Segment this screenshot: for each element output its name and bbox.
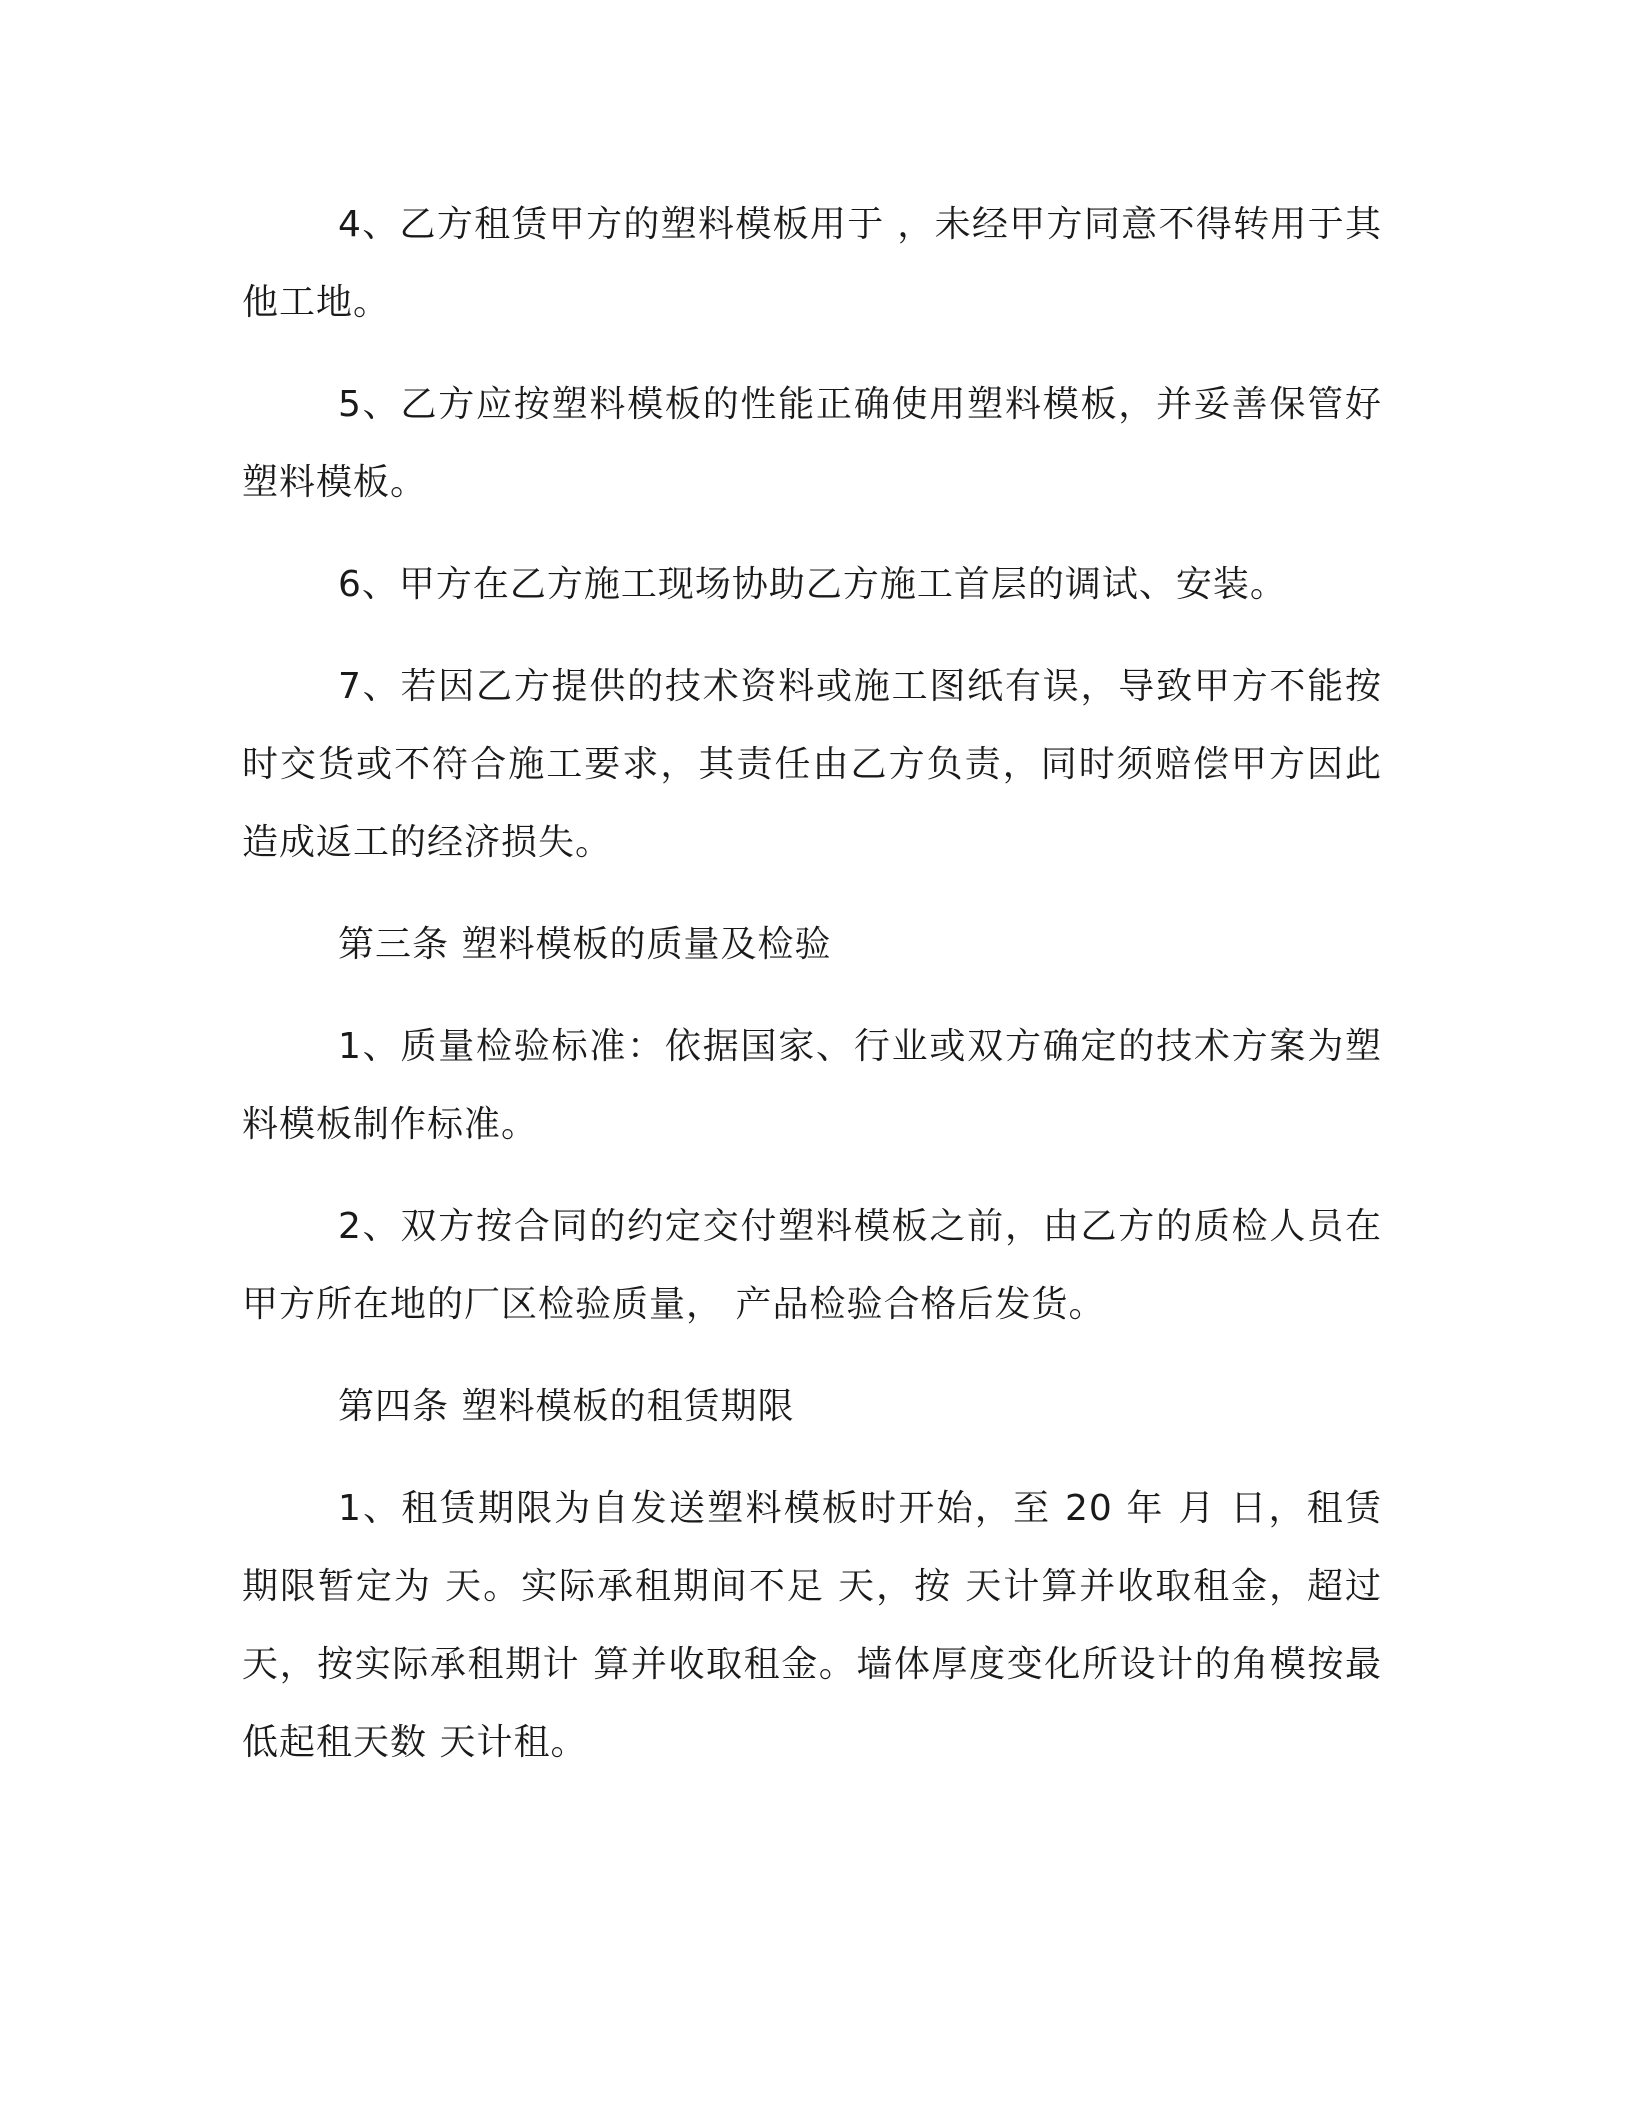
- clause-paragraph: 5、乙方应按塑料模板的性能正确使用塑料模板，并妥善保管好塑料模板。: [242, 384, 1382, 503]
- article-heading: 第四条 塑料模板的租赁期限: [338, 1386, 795, 1427]
- article-heading: 第三条 塑料模板的质量及检验: [338, 924, 832, 965]
- clause-paragraph: 4、乙方租赁甲方的塑料模板用于 ，未经甲方同意不得转用于其他工地。: [242, 204, 1382, 323]
- clause-paragraph: 1、租赁期限为自发送塑料模板时开始，至 20 年 月 日，租赁期限暂定为 天。实际承租期间不足 天，按 天计算并收取租金，超过 天，按实际承租期计 算并收取租金。墙体厚度变化所设计的角模按最低起租天数 天计租。: [242, 1488, 1382, 1763]
- clause-paragraph: 7、若因乙方提供的技术资料或施工图纸有误，导致甲方不能按时交货或不符合施工要求，其责任由乙方负责，同时须赔偿甲方因此造成返工的经济损失。: [242, 666, 1382, 863]
- clause-paragraph: 6、甲方在乙方施工现场协助乙方施工首层的调试、安装。: [338, 564, 1287, 605]
- clause-paragraph: 2、双方按合同的约定交付塑料模板之前，由乙方的质检人员在甲方所在地的厂区检验质量， 产品检验合格后发货。: [242, 1206, 1382, 1325]
- clause-paragraph: 1、质量检验标准：依据国家、行业或双方确定的技术方案为塑料模板制作标准。: [242, 1026, 1382, 1145]
- document-body: [242, 186, 1382, 1806]
